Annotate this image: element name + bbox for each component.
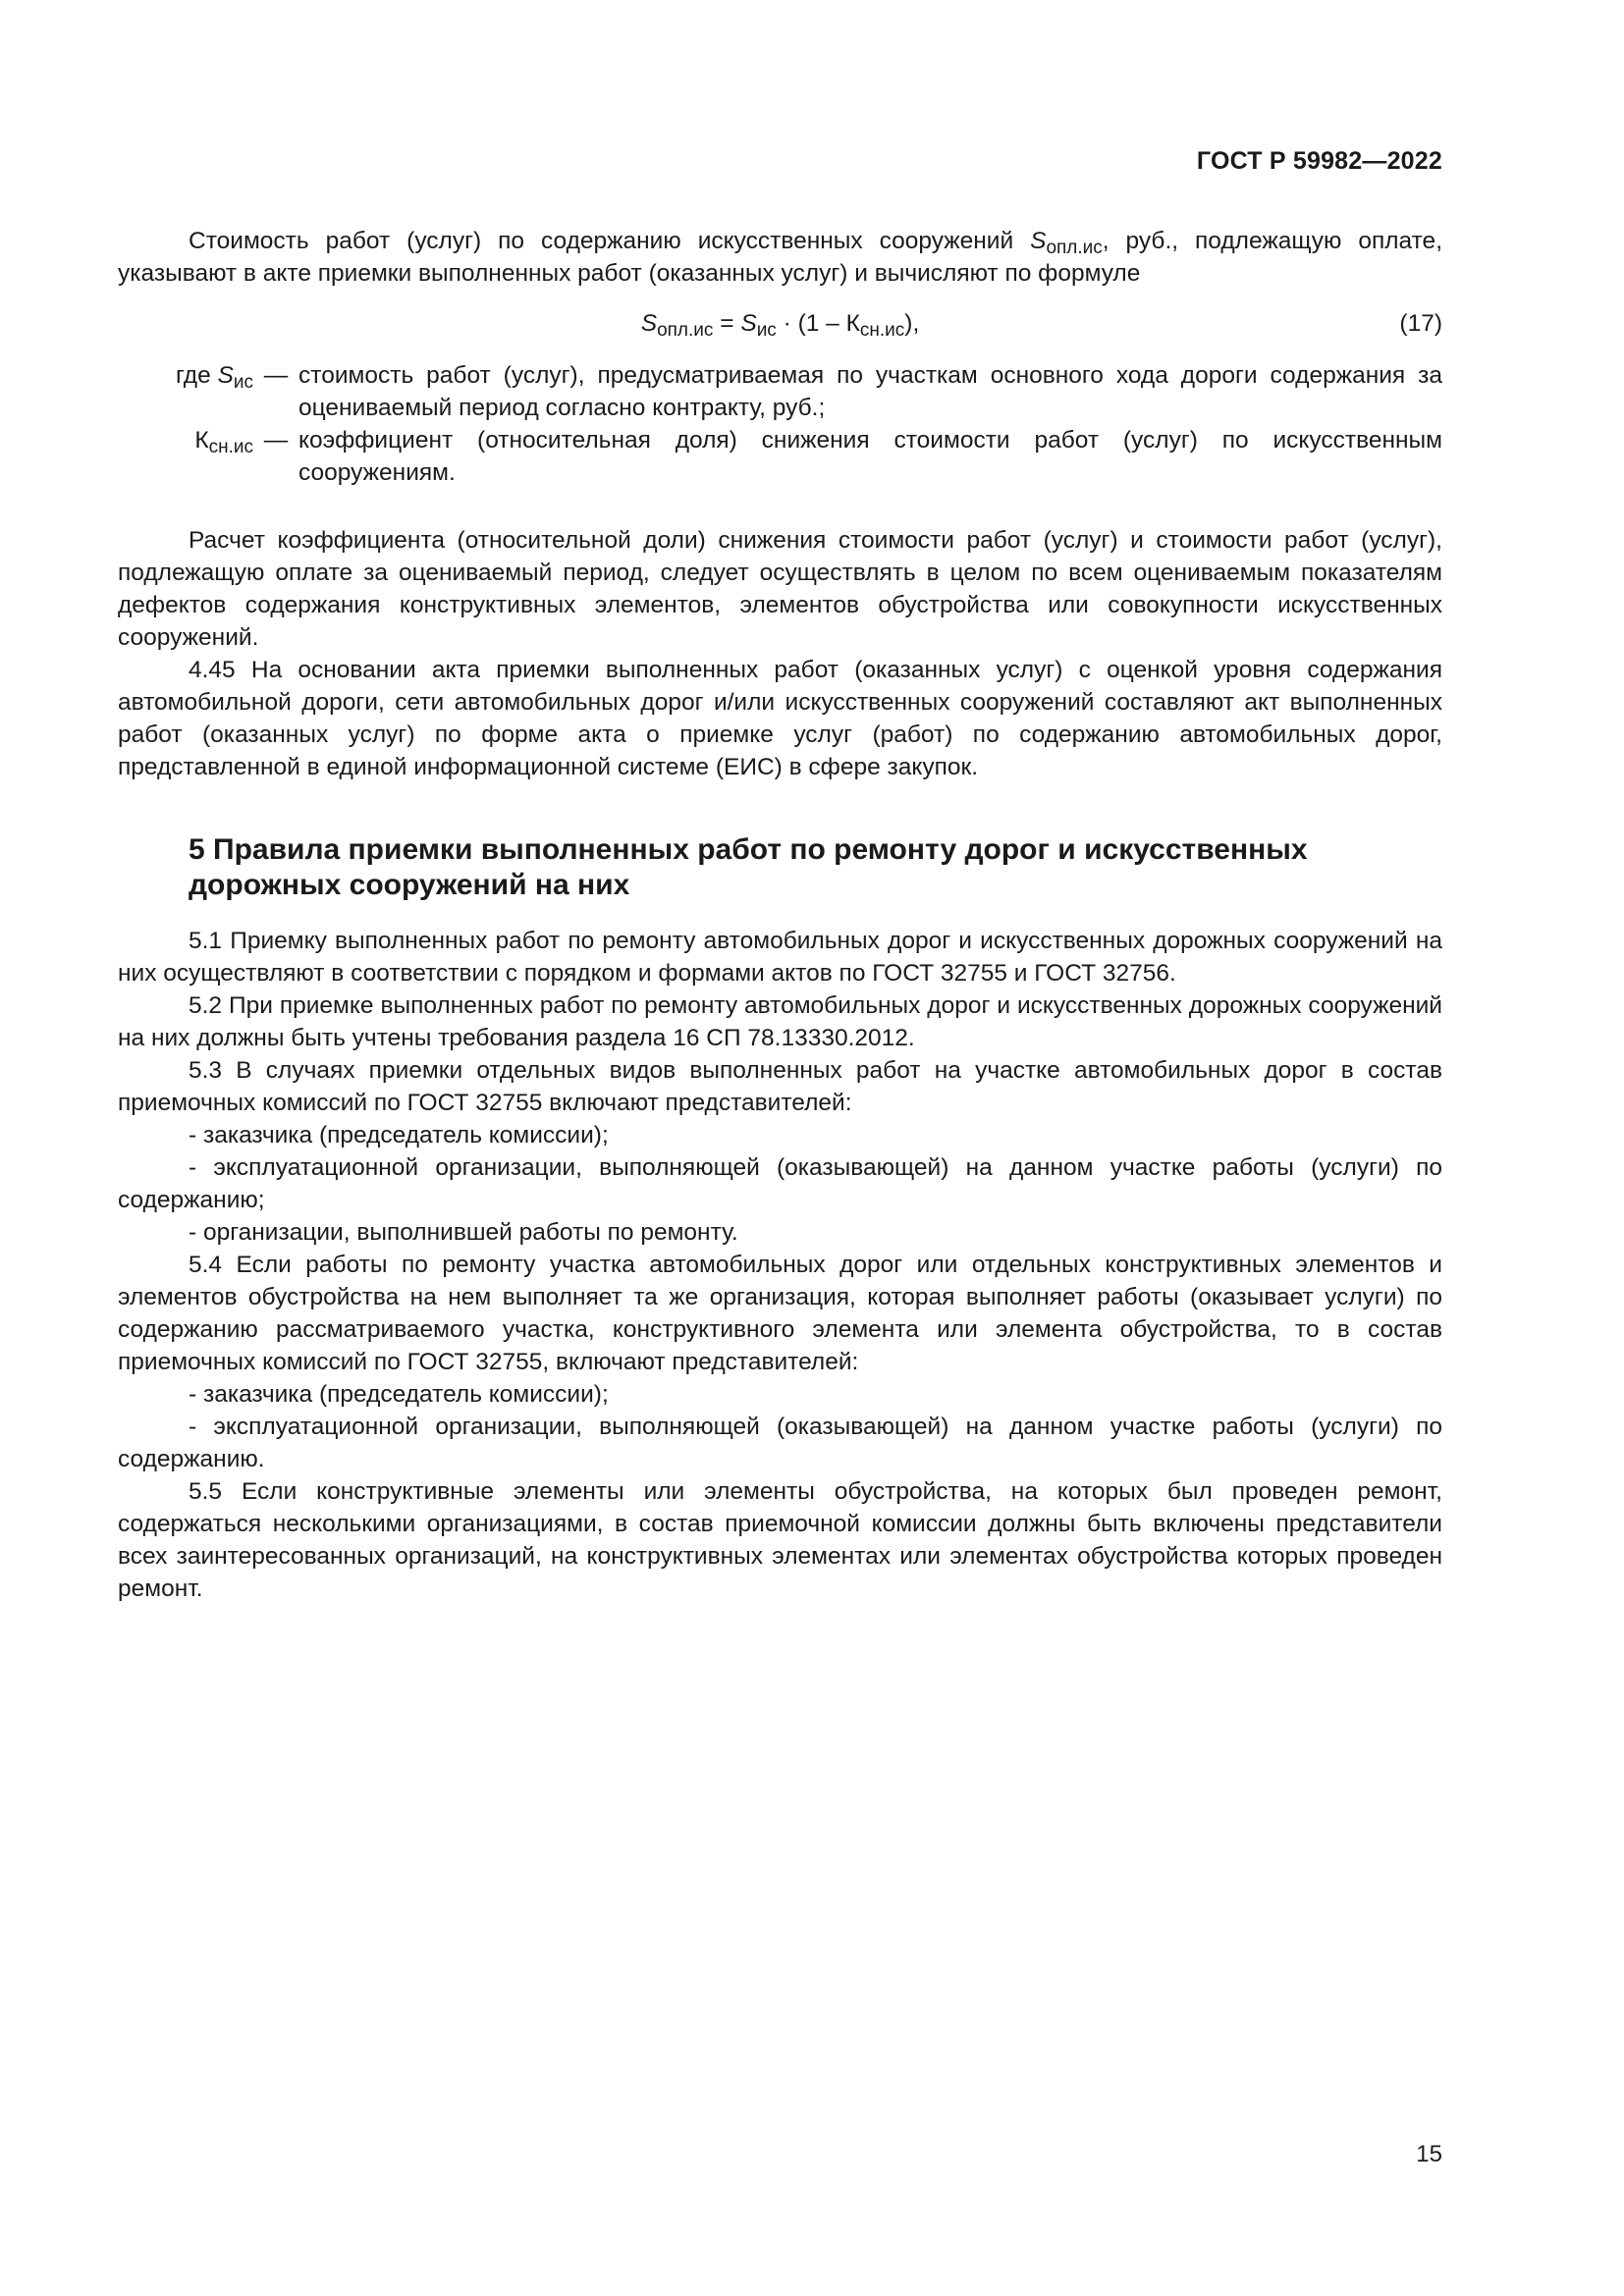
- list-item: - организации, выполнившей работы по ремонту.: [189, 1219, 738, 1246]
- paragraph-5-3: 5.3 В случаях приемки отдельных видов выполненных работ на участке автомобильных дорог в состав приемочных комиссий по ГОСТ 32755 включают представителей:: [118, 1057, 1442, 1116]
- list-item: - эксплуатационной организации, выполняющей (оказывающей) на данном участке работы (услуги) по содержанию.: [118, 1414, 1442, 1472]
- paragraph-5-1: 5.1 Приемку выполненных работ по ремонту автомобильных дорог и искусственных дорожных сооружений на них осуществляют в соответствии с порядком и формами актов по ГОСТ 32755 и ГОСТ 32756.: [118, 928, 1442, 987]
- formula-equals: =: [713, 310, 741, 337]
- page-number: 15: [1416, 2141, 1442, 2167]
- intro-symbol: S: [1030, 228, 1047, 254]
- paragraph-5-4: 5.4 Если работы по ремонту участка автомобильных дорог или отдельных конструктивных элементов и элементов обустройства на нем выполняет та же организация, которая выполняет работы (оказывает услуги) по содержанию рассматриваемого участка, конструктивного элемента или элемента обустройства, то в состав приемочных комиссий по ГОСТ 32755, включают представителей:: [118, 1252, 1442, 1375]
- formula-rhs-subscript: ис: [756, 320, 777, 341]
- where-term-symbol: S: [217, 362, 234, 389]
- where-term-prefix: К: [194, 427, 209, 454]
- section-5-heading: 5 Правила приемки выполненных работ по ремонту дорог и искусственных дорожных сооружений на них: [189, 833, 1308, 901]
- list-item: - эксплуатационной организации, выполняющей (оказывающей) на данном участке работы (услуги) по содержанию;: [118, 1154, 1442, 1213]
- where-term-prefix: где: [175, 362, 218, 389]
- where-term: [118, 424, 253, 489]
- intro-text-end: , руб., подлежащую оплате, указывают в акте приемки выполненных работ (оказанных услуг) и вычисляют по формуле: [118, 228, 1442, 287]
- intro-symbol-subscript: опл.ис: [1046, 238, 1103, 258]
- where-term: [118, 359, 253, 424]
- formula-tail: ),: [904, 310, 920, 337]
- formula-expression: [641, 307, 920, 340]
- where-dash: —: [263, 362, 289, 389]
- paragraph-5-2: 5.2 При приемке выполненных работ по ремонту автомобильных дорог и искусственных дорожных сооружений на них должны быть учтены требования раздела 16 СП 78.13330.2012.: [118, 992, 1442, 1051]
- where-definition: коэффициент (относительная доля) снижения стоимости работ (услуг) по искусственным сооружениям.: [298, 427, 1442, 486]
- where-definition: стоимость работ (услуг), предусматриваемая по участкам основного хода дороги содержания за оцениваемый период согласно контракту, руб.;: [298, 362, 1442, 421]
- formula-rhs-symbol: S: [740, 310, 757, 337]
- where-term-subscript: ис: [233, 372, 253, 393]
- where-row: [118, 359, 1442, 424]
- formula-middle: · (1 – К: [776, 310, 860, 337]
- intro-text-start: Стоимость работ (услуг) по содержанию искусственных сооружений: [189, 228, 1031, 254]
- formula-lhs-subscript: опл.ис: [657, 320, 714, 341]
- where-block: [118, 359, 1442, 489]
- formula-k-subscript: сн.ис: [859, 320, 905, 341]
- formula-number: (17): [1399, 310, 1442, 337]
- document-code: ГОСТ Р 59982—2022: [1196, 147, 1442, 175]
- paragraph-4-45: 4.45 На основании акта приемки выполненных работ (оказанных услуг) с оценкой уровня содержания автомобильной дороги, сети автомобильных дорог и/или искусственных сооружений составляют акт выполненных работ (оказанных услуг) по форме акта о приемке услуг (работ) по содержанию автомобильных дорог, представленной в единой информационной системе (ЕИС) в сфере закупок.: [118, 657, 1442, 780]
- paragraph-5-5: 5.5 Если конструктивные элементы или элементы обустройства, на которых был проведен ремонт, содержаться несколькими организациями, в состав приемочной комиссии должны быть включены представители всех заинтересованных организаций, на конструктивных элементах или элементах обустройства которых проведен ремонт.: [118, 1478, 1442, 1602]
- where-row: [118, 424, 1442, 489]
- list-item: - заказчика (председатель комиссии);: [189, 1122, 609, 1148]
- page-content: [118, 225, 1442, 1605]
- list-item: - заказчика (председатель комиссии);: [189, 1381, 609, 1408]
- intro-paragraph: [118, 225, 1442, 290]
- where-term-subscript: сн.ис: [208, 437, 253, 457]
- formula-17: [118, 307, 1442, 340]
- paragraph-coefficient-calculation: Расчет коэффициента (относительной доли) снижения стоимости работ (услуг) и стоимости работ (услуг), подлежащую оплате за оцениваемый период, следует осуществлять в целом по всем оцениваемым показателям дефектов содержания конструктивных элементов, элементов обустройства или совокупности искусственных сооружений.: [118, 527, 1442, 651]
- where-dash: —: [263, 427, 289, 454]
- formula-lhs-symbol: S: [640, 310, 658, 337]
